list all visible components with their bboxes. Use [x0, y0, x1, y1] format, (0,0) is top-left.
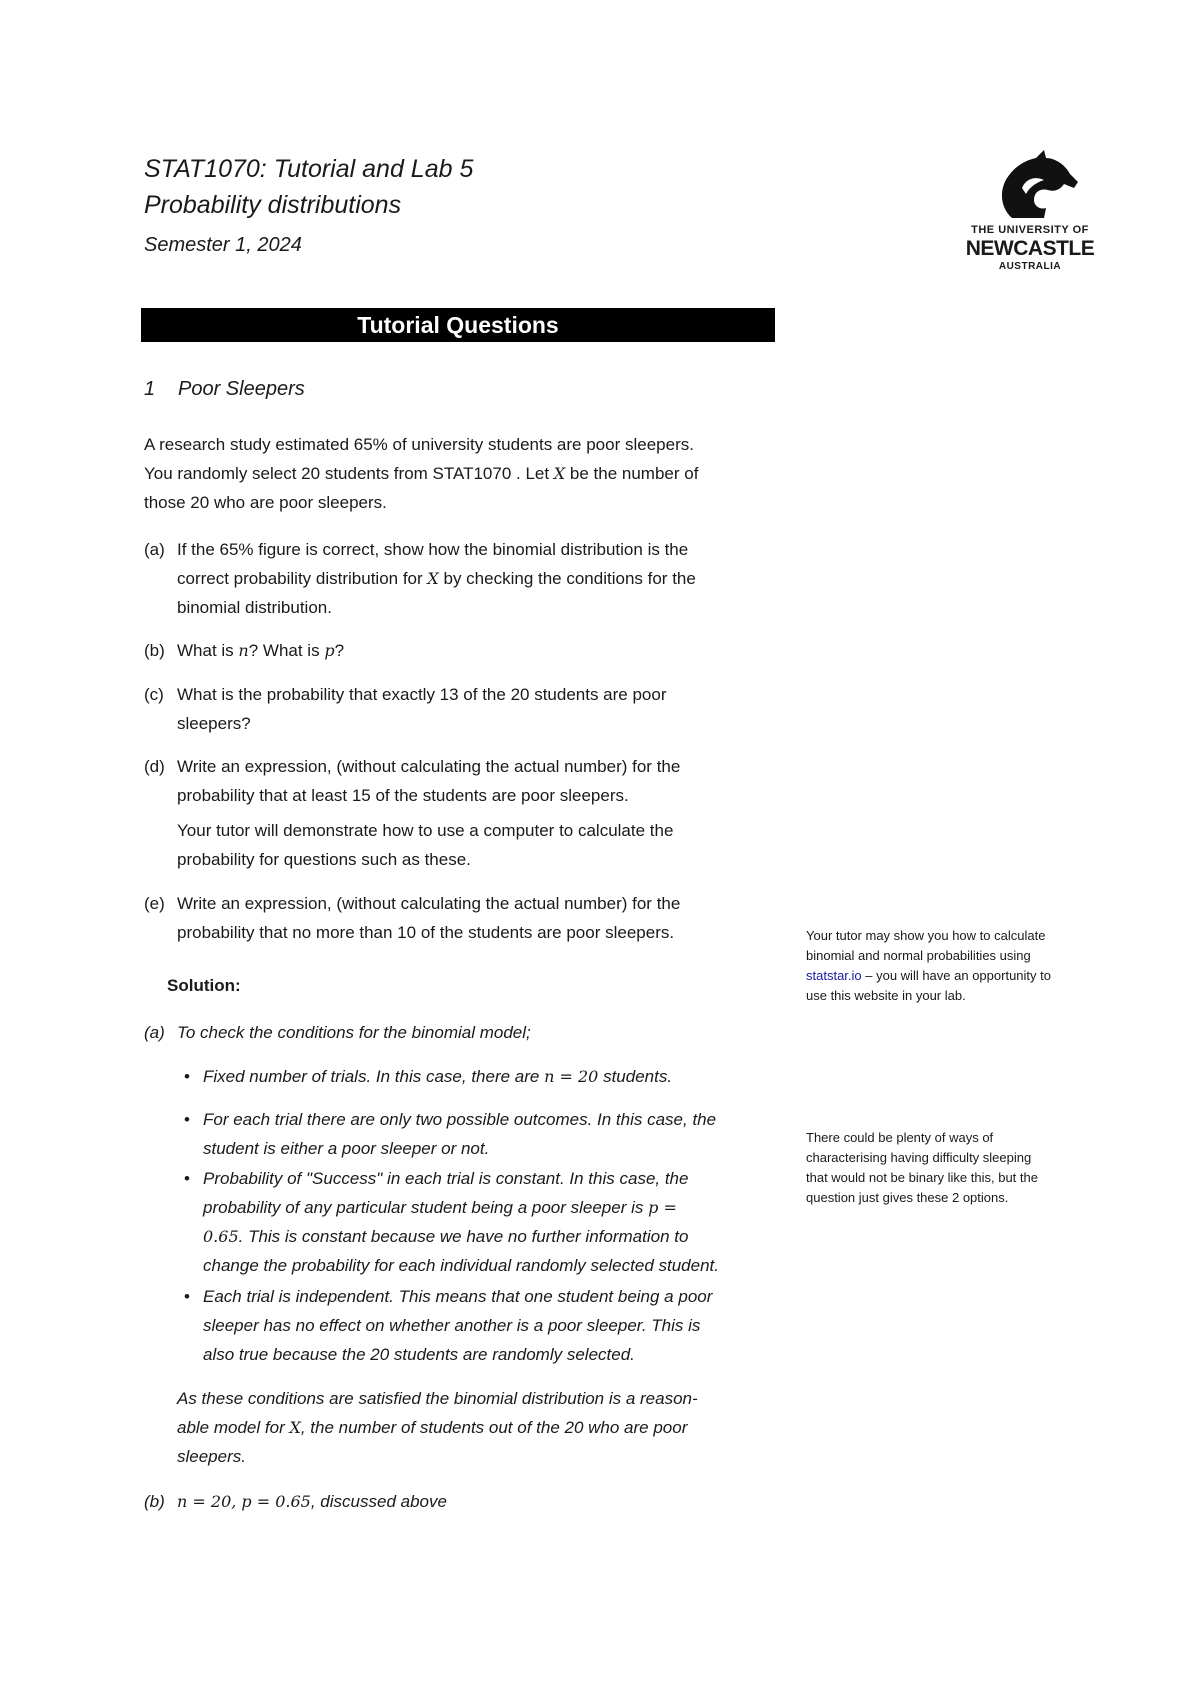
solution-intro: To check the conditions for the binomial model; — [177, 1023, 531, 1042]
section-number: 1 — [144, 378, 156, 400]
question-text: Write an expression, (without calculating the actual number) for the probability that no more than 10 of the students are poor sleepers. — [177, 894, 681, 942]
horse-head-icon — [960, 148, 1100, 224]
solution-label: (b) — [144, 1492, 165, 1511]
title-line-1: STAT1070: Tutorial and Lab 5 — [144, 155, 474, 183]
section-title: Poor Sleepers — [178, 378, 305, 400]
question-label: (d) — [144, 757, 165, 776]
question-text: Write an expression, (without calculating the actual number) for the probability that at least 15 of the students are poor sleepers. Your tutor will demonstrate how to use a computer to calculate the probability for questions such as these. — [177, 757, 681, 869]
question-label: (c) — [144, 685, 164, 704]
question-label: (e) — [144, 894, 165, 913]
university-logo — [960, 148, 1100, 278]
question-label: (a) — [144, 540, 165, 559]
bullet-icon: • — [184, 1110, 190, 1129]
question-text: If the 65% figure is correct, show how the binomial distribution is the correct probability distribution for X by checking the conditions for the binomial distribution. — [177, 540, 696, 617]
logo-text-line-3: AUSTRALIA — [998, 261, 1062, 272]
margin-note-binary: There could be plenty of ways of characterising having difficulty sleeping that would not be binary like this, but the question just gives these 2 options. — [806, 1130, 1038, 1205]
section-heading — [144, 378, 305, 401]
statstar-link[interactable]: statstar.io — [806, 968, 862, 983]
intro-line-1: A research study estimated 65% of university students are poor sleepers. — [144, 435, 694, 454]
question-text: What is n? What is p? — [177, 641, 345, 660]
intro-paragraph — [144, 430, 764, 517]
question-label: (b) — [144, 641, 165, 660]
intro-line-3: those 20 who are poor sleepers. — [144, 493, 387, 512]
margin-note-statstar: Your tutor may show you how to calculate binomial and normal probabilities using statstar.io – you will have an opportunity to use this website in your lab. — [806, 928, 1051, 1003]
solution-heading: Solution: — [167, 976, 241, 995]
intro-line-2: You randomly select 20 students from STAT1070 . Let X be the number of — [144, 464, 699, 483]
title-line-2: Probability distributions — [144, 191, 402, 219]
solution-conclusion: As these conditions are satisfied the binomial distribution is a reason- able model for X, the number of students out of the 20 who are poor sleepers. — [177, 1389, 698, 1466]
logo-text-line-1: THE UNIVERSITY OF — [971, 224, 1089, 236]
bullet-icon: • — [184, 1169, 190, 1188]
bullet-icon: • — [184, 1287, 190, 1306]
section-banner: Tutorial Questions — [141, 308, 775, 342]
question-text: What is the probability that exactly 13 of the 20 students are poor sleepers? — [177, 685, 667, 733]
solution-label: (a) — [144, 1023, 165, 1042]
bullet-icon: • — [184, 1067, 190, 1086]
semester-label: Semester 1, 2024 — [144, 234, 302, 256]
logo-text-line-2: NEWCASTLE — [965, 237, 1095, 260]
document-title — [144, 151, 473, 223]
